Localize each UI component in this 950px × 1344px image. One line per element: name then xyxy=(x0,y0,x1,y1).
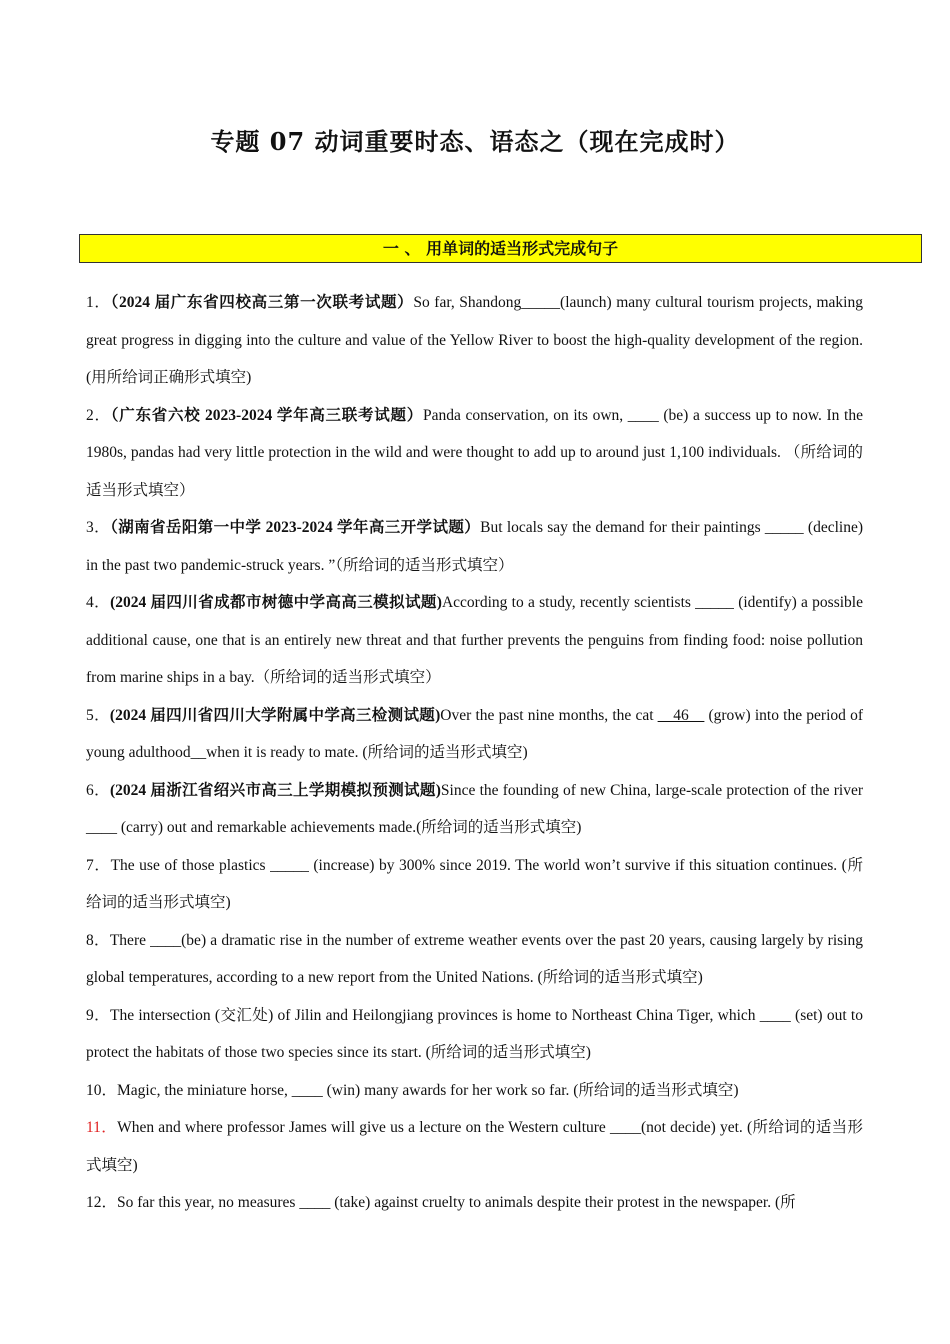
page-title: 专题 07 动词重要时态、语态之（现在完成时） xyxy=(210,127,740,156)
question-text: The use of those plastics _____ (increase) by 300% since 2019. The world won’t survive if this situation continues. (所给词的适当形式填空) xyxy=(86,856,863,911)
question-2 xyxy=(86,397,863,510)
question-5 xyxy=(86,697,863,772)
answer-blank: __46__ xyxy=(657,706,705,724)
question-text: So far this year, no measures ____ (take) against cruelty to animals despite their protest in the newspaper. (所 xyxy=(117,1194,796,1211)
question-number: 7． xyxy=(86,856,111,874)
question-source: （2024 届广东省四校高三第一次联考试题） xyxy=(110,294,414,311)
question-text: The intersection (交汇处) of Jilin and Heilongjiang provinces is home to Northeast China Tiger, which ____ (set) out to protect the habitats of those two species since its start. (所给词的适当形式填空) xyxy=(86,1006,863,1061)
question-number: 1． xyxy=(86,294,111,311)
question-number: 4． xyxy=(86,594,111,611)
question-number: 9． xyxy=(86,1006,111,1024)
question-text: According to a study, recently scientists _____ (identify) a possible additional cause, one that is an entirely new threat and that further prevents the penguins from finding food: noise pollution from marine ships in a bay.（所给词的适当形式填空） xyxy=(86,594,863,686)
question-text-before: Over the past nine months, the cat xyxy=(440,706,658,724)
question-source: (2024 届浙江省绍兴市高三上学期模拟预测试题) xyxy=(109,781,441,799)
question-9 xyxy=(86,997,863,1072)
question-source: （湖南省岳阳第一中学 2023-2024 学年高三开学试题） xyxy=(110,519,481,536)
question-list xyxy=(86,284,863,1222)
question-number: 10． xyxy=(86,1081,118,1099)
question-text: Panda conservation, on its own, ____ (be) a success up to now. In the 1980s, pandas had very little protection in the wild and were thought to add up to around just 1,100 individuals. （所给词的适当形式填空） xyxy=(86,406,863,499)
question-number: 5． xyxy=(86,706,110,724)
question-text: Magic, the miniature horse, ____ (win) many awards for her work so far. (所给词的适当形式填空) xyxy=(117,1081,739,1099)
question-source: (2024 届四川省成都市树德中学高高三模拟试题) xyxy=(110,594,442,611)
question-text: (grow) into the period of young adulthood__when it is ready to mate. (所给词的适当形式填空) xyxy=(86,706,863,761)
question-text: There ____(be) a dramatic rise in the number of extreme weather events over the past 20 years, causing largely by rising global temperatures, according to a new report from the United Nations. (所给词的适当形式填空) xyxy=(86,931,863,986)
question-4 xyxy=(86,584,863,697)
question-text: But locals say the demand for their paintings _____ (decline) in the past two pandemic-struck years. ”（所给词的适当形式填空） xyxy=(86,519,863,574)
question-source: (2024 届四川省四川大学附属中学高三检测试题) xyxy=(109,706,441,724)
question-number: 11． xyxy=(86,1119,118,1136)
question-number: 8． xyxy=(86,931,110,949)
question-number: 2． xyxy=(86,406,111,424)
question-6 xyxy=(86,772,863,847)
question-7 xyxy=(86,847,863,922)
section-header: 一 、 用单词的适当形式完成句子 xyxy=(79,234,922,263)
question-1 xyxy=(86,284,863,397)
question-text: So far, Shandong_____(launch) many cultural tourism projects, making great progress in digging into the culture and value of the Yellow River to boost the high-quality development of the region.(用所给词正确形式填空) xyxy=(86,294,863,386)
question-8 xyxy=(86,922,863,997)
question-text: When and where professor James will give us a lecture on the Western culture ____(not decide) yet. (所给词的适当形式填空) xyxy=(86,1119,863,1174)
question-text: Since the founding of new China, large-scale protection of the river ____ (carry) out and remarkable achievements made.(所给词的适当形式填空) xyxy=(86,781,863,836)
question-source: （广东省六校 2023-2024 学年高三联考试题） xyxy=(110,406,424,424)
question-12 xyxy=(86,1184,863,1222)
question-number: 12． xyxy=(86,1194,118,1211)
question-11 xyxy=(86,1109,863,1184)
question-10 xyxy=(86,1072,863,1110)
question-3 xyxy=(86,509,863,584)
question-number: 3． xyxy=(86,519,111,536)
question-number: 6． xyxy=(86,781,110,799)
